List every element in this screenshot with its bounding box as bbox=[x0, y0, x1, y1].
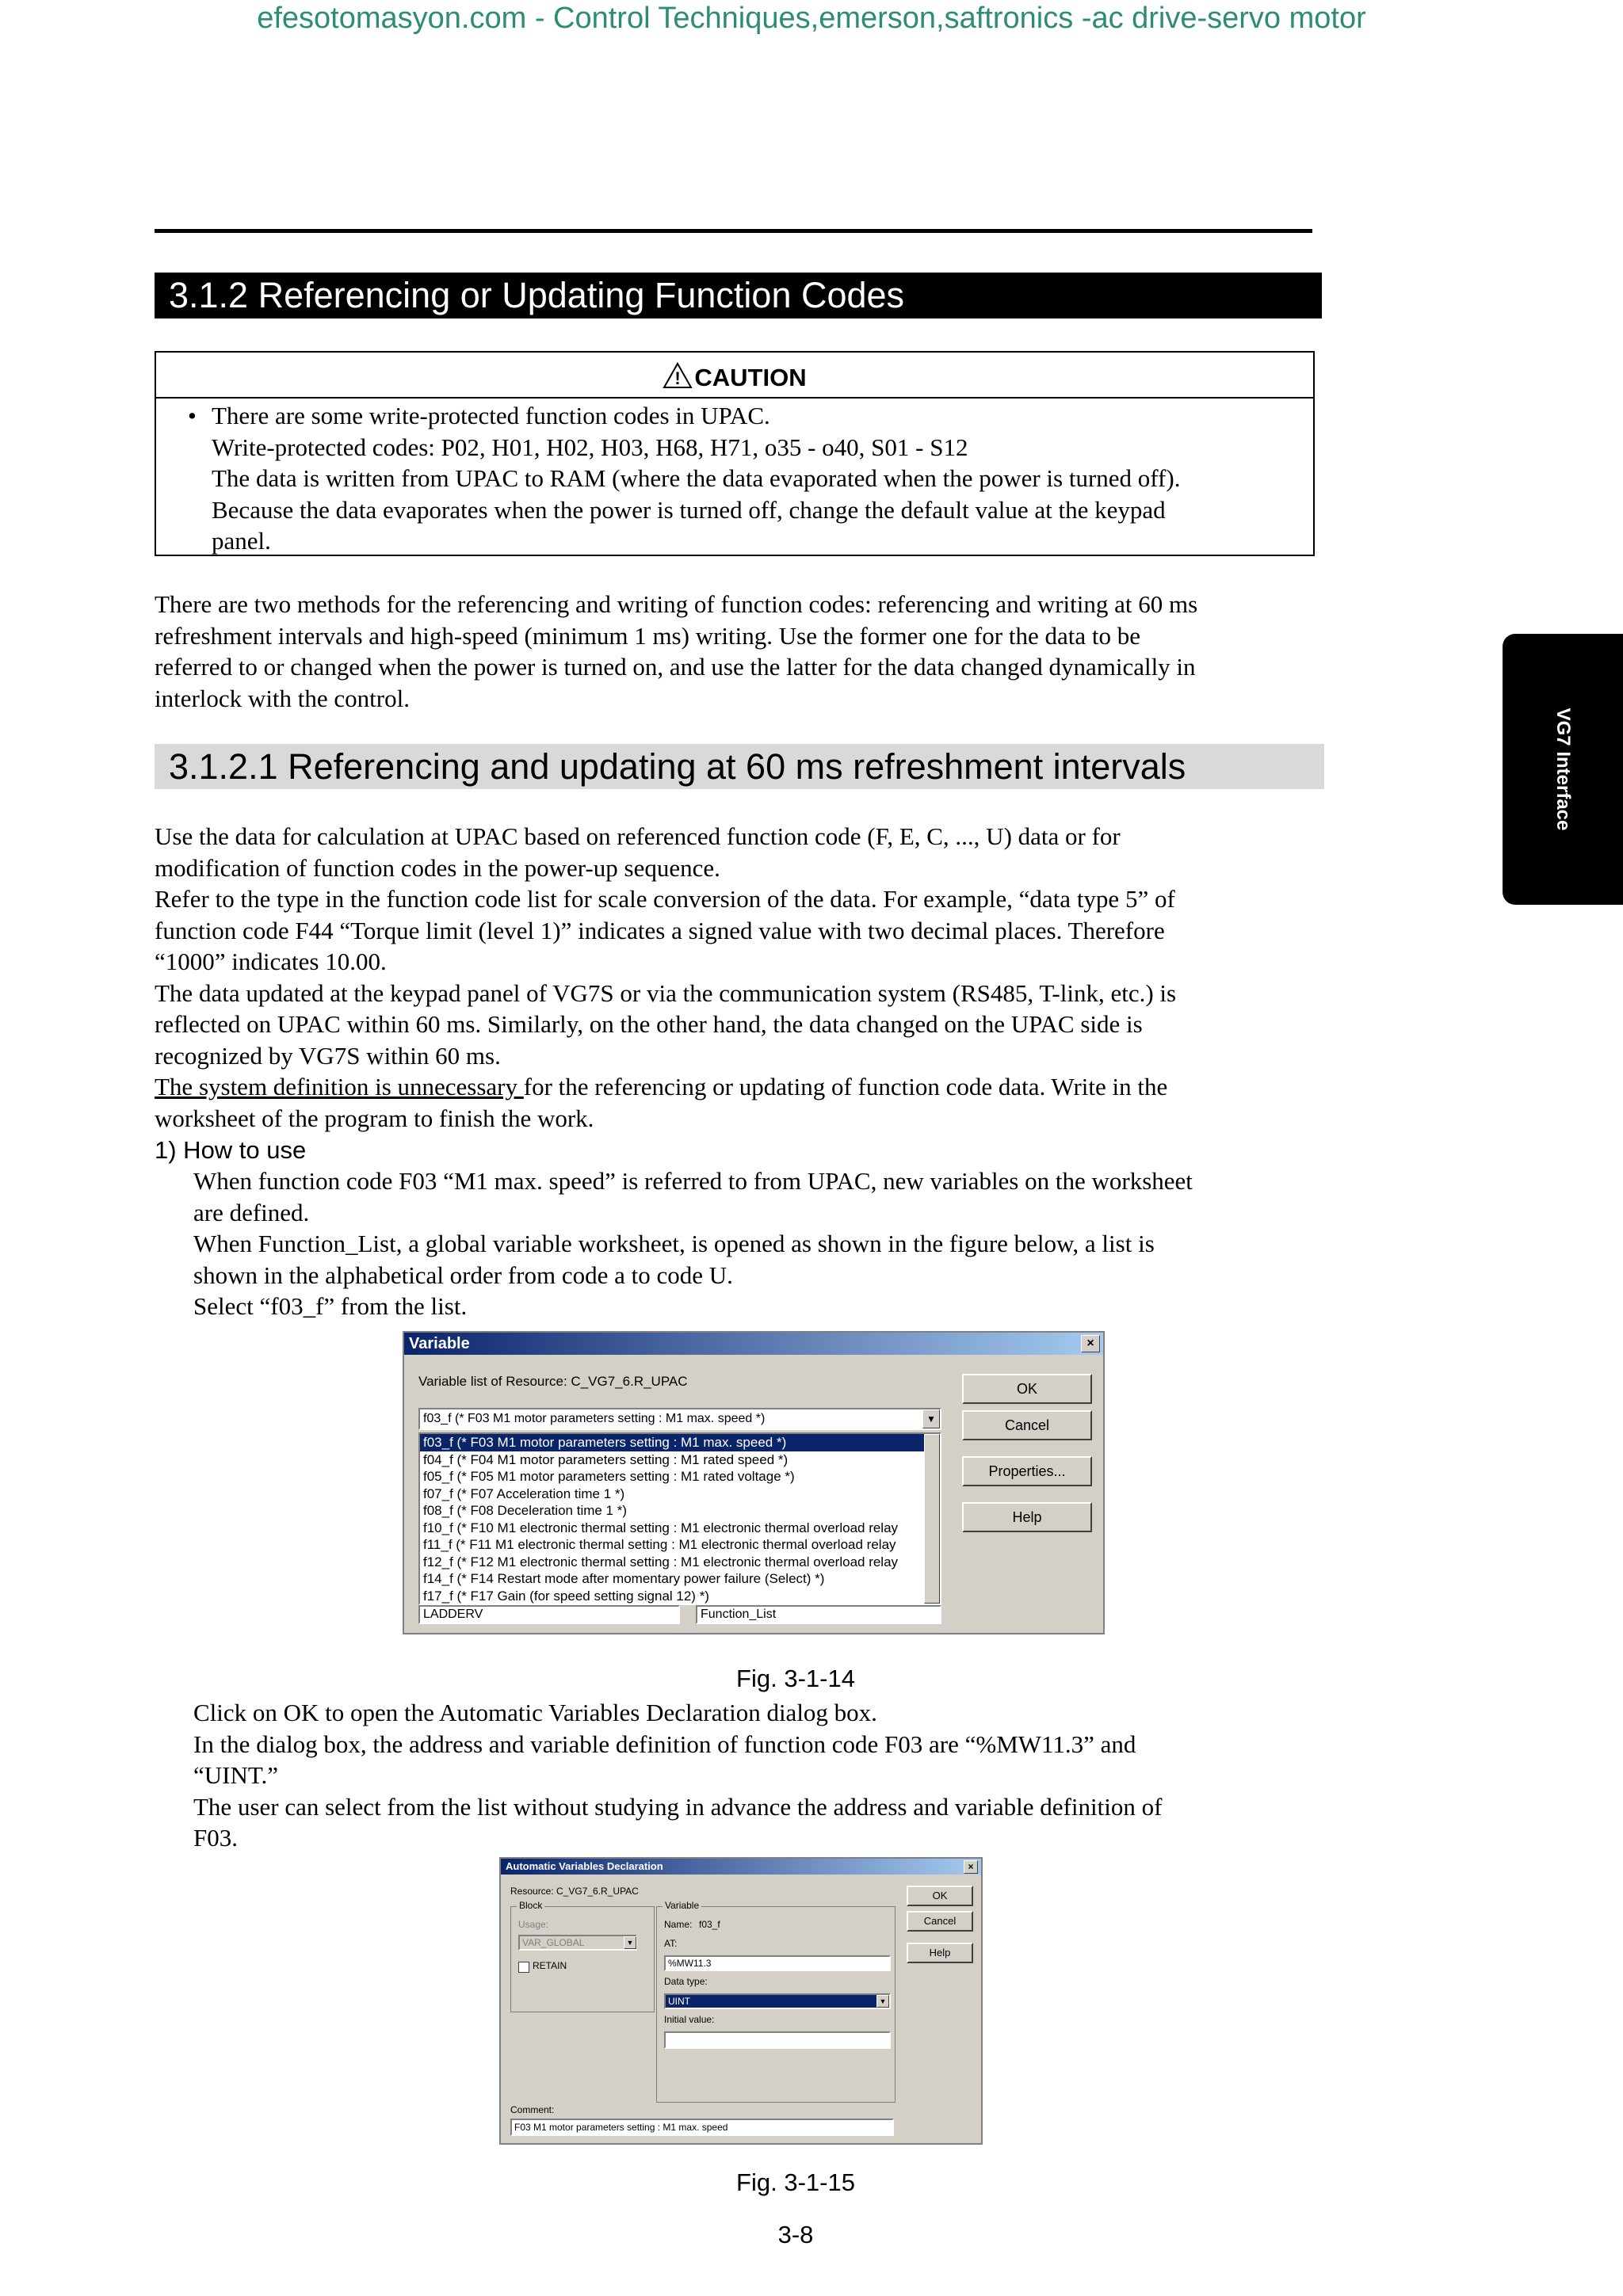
list-item[interactable]: f14_f (* F14 Restart mode after momentary power failure (Select) *) bbox=[423, 1571, 825, 1586]
how-to-paragraph bbox=[193, 1165, 1319, 1322]
caution-bullet: • bbox=[188, 402, 197, 429]
text-line: There are two methods for the referencing and writing of function codes: referencing and writing at 60 ms bbox=[155, 590, 1198, 618]
caution-line: Write-protected codes: P02, H01, H02, H03, H68, H71, o35 - o40, S01 - S12 bbox=[212, 433, 968, 461]
retain-label: RETAIN bbox=[533, 1960, 567, 1971]
list-item[interactable]: f07_f (* F07 Acceleration time 1 *) bbox=[423, 1486, 625, 1501]
variable-list-label: Variable list of Resource: C_VG7_6.R_UPAC bbox=[418, 1374, 688, 1389]
dialog-explanation-paragraph bbox=[193, 1697, 1319, 1854]
variable-combo[interactable]: f03_f (* F03 M1 motor parameters setting : M1 max. speed *) bbox=[418, 1408, 941, 1430]
cancel-button[interactable]: Cancel bbox=[907, 1911, 973, 1932]
caution-label: CAUTION bbox=[694, 364, 807, 391]
help-button[interactable]: Help bbox=[907, 1943, 973, 1963]
text-line: Refer to the type in the function code list for scale conversion of the data. For example, “data type 5” of bbox=[155, 885, 1175, 913]
retain-checkbox[interactable] bbox=[518, 1962, 529, 1973]
variable-list[interactable] bbox=[418, 1432, 941, 1605]
text-line: In the dialog box, the address and variable definition of function code F03 are “%MW11.3” and bbox=[193, 1730, 1136, 1758]
variable-dialog-screenshot bbox=[403, 1331, 1105, 1634]
cancel-button[interactable]: Cancel bbox=[962, 1410, 1092, 1440]
help-button[interactable]: Help bbox=[962, 1502, 1092, 1532]
page-number: 3-8 bbox=[777, 2221, 814, 2248]
text-line: The user can select from the list without studying in advance the address and variable definition of bbox=[193, 1792, 1163, 1821]
dialog-title-bar bbox=[501, 1859, 981, 1875]
bottom-right-combo[interactable]: Function_List bbox=[696, 1605, 941, 1624]
comment-label: Comment: bbox=[510, 2104, 555, 2115]
data-type-label: Data type: bbox=[664, 1976, 708, 1987]
subsection-title bbox=[155, 744, 1324, 789]
usage-select: VAR_GLOBAL bbox=[518, 1935, 637, 1951]
close-icon[interactable]: × bbox=[964, 1860, 978, 1874]
list-item[interactable]: f12_f (* F12 M1 electronic thermal setting : M1 electronic thermal overload relay bbox=[423, 1554, 899, 1569]
text-line: interlock with the control. bbox=[155, 684, 410, 712]
chevron-down-icon[interactable]: ▼ bbox=[876, 1995, 889, 2008]
list-item[interactable]: f04_f (* F04 M1 motor parameters setting : M1 rated speed *) bbox=[423, 1451, 789, 1467]
underlined-phrase: The system definition is unnecessary bbox=[155, 1073, 524, 1100]
text-line: Use the data for calculation at UPAC based on referenced function code (F, E, C, ..., U) data or for bbox=[155, 822, 1121, 850]
dialog-title: Automatic Variables Declaration bbox=[506, 1860, 663, 1872]
close-icon[interactable]: × bbox=[1081, 1335, 1100, 1352]
caution-line: The data is written from UPAC to RAM (where the data evaporated when the power is turned off). bbox=[212, 464, 1181, 492]
text-line: reflected on UPAC within 60 ms. Similarly, on the other hand, the data changed on the UPAC side is bbox=[155, 1010, 1143, 1038]
chevron-down-icon[interactable]: ▼ bbox=[922, 1409, 940, 1428]
figure-caption: Fig. 3-1-15 bbox=[736, 2168, 855, 2196]
text-line: are defined. bbox=[193, 1198, 310, 1226]
text-line: “UINT.” bbox=[193, 1761, 279, 1789]
text-line: F03. bbox=[193, 1824, 238, 1852]
list-item[interactable]: f10_f (* F10 M1 electronic thermal setting : M1 electronic thermal overload relay bbox=[423, 1520, 899, 1535]
list-item[interactable]: f03_f (* F03 M1 motor parameters setting : M1 max. speed *) bbox=[420, 1434, 940, 1451]
site-header-text: efesotomasyon.com - Control Techniques,emerson,saftronics -ac drive-servo motor bbox=[257, 2, 1366, 35]
text-line: worksheet of the program to finish the work. bbox=[155, 1104, 594, 1132]
text-line: recognized by VG7S within 60 ms. bbox=[155, 1041, 501, 1070]
text-line: “1000” indicates 10.00. bbox=[155, 948, 387, 975]
name-value: f03_f bbox=[699, 1919, 720, 1930]
how-to-use-heading: 1) How to use bbox=[155, 1136, 307, 1164]
block-group-label: Block bbox=[517, 1900, 544, 1911]
chapter-side-tab bbox=[1503, 634, 1623, 905]
list-item[interactable]: f05_f (* F05 M1 motor parameters setting : M1 rated voltage *) bbox=[423, 1469, 795, 1484]
caution-line: Because the data evaporates when the power is turned off, change the default value at the keypad bbox=[212, 495, 1166, 524]
section-title bbox=[155, 273, 1322, 318]
section-title-text: 3.1.2 Referencing or Updating Function Codes bbox=[169, 275, 905, 315]
caution-box bbox=[155, 351, 1315, 556]
caution-header bbox=[156, 353, 1313, 399]
list-scrollbar[interactable] bbox=[924, 1434, 940, 1604]
text-line bbox=[155, 1071, 1319, 1103]
top-rule bbox=[155, 229, 1312, 233]
text-line: The data updated at the keypad panel of VG7S or via the communication system (RS485, T-link, etc.) is bbox=[155, 978, 1177, 1007]
text-fragment: for the referencing or updating of function code data. Write in the bbox=[523, 1073, 1168, 1100]
text-line: modification of function codes in the power-up sequence. bbox=[155, 853, 720, 882]
list-item[interactable]: f17_f (* F17 Gain (for speed setting signal 12) *) bbox=[423, 1588, 709, 1604]
variable-group-label: Variable bbox=[663, 1900, 701, 1911]
body-paragraph bbox=[155, 821, 1319, 1134]
bottom-left-combo[interactable]: LADDERV bbox=[418, 1605, 680, 1624]
chevron-down-icon: ▼ bbox=[624, 1936, 636, 1949]
data-type-select[interactable]: UINT bbox=[664, 1993, 891, 2009]
ok-button[interactable]: OK bbox=[907, 1886, 973, 1906]
intro-paragraph bbox=[155, 589, 1319, 714]
text-line: refreshment intervals and high-speed (minimum 1 ms) writing. Use the former one for the data to be bbox=[155, 621, 1140, 650]
auto-variables-dialog-screenshot bbox=[499, 1857, 983, 2145]
ok-button[interactable]: OK bbox=[962, 1374, 1092, 1404]
text-line: When Function_List, a global variable worksheet, is opened as shown in the figure below, a list is bbox=[193, 1230, 1155, 1257]
list-item[interactable]: f11_f (* F11 M1 electronic thermal setting : M1 electronic thermal overload relay bbox=[423, 1537, 896, 1552]
dialog-title: Variable bbox=[409, 1335, 470, 1352]
at-label: AT: bbox=[664, 1938, 678, 1949]
name-label: Name: bbox=[664, 1919, 693, 1930]
properties-button[interactable]: Properties... bbox=[962, 1456, 1092, 1486]
caution-line: panel. bbox=[212, 527, 271, 555]
svg-text:!: ! bbox=[674, 368, 682, 388]
resource-label: Resource: C_VG7_6.R_UPAC bbox=[510, 1886, 639, 1897]
figure-caption: Fig. 3-1-14 bbox=[736, 1665, 855, 1692]
text-line: shown in the alphabetical order from code a to code U. bbox=[193, 1261, 733, 1289]
text-line: Click on OK to open the Automatic Variables Declaration dialog box. bbox=[193, 1699, 877, 1726]
comment-input[interactable]: F03 M1 motor parameters setting : M1 max. speed bbox=[510, 2119, 894, 2136]
dialog-title-bar bbox=[404, 1333, 1103, 1355]
text-line: Select “f03_f” from the list. bbox=[193, 1292, 468, 1320]
side-tab-label: VG7 Interface bbox=[1552, 707, 1574, 831]
caution-heading bbox=[156, 362, 1313, 392]
subsection-title-text: 3.1.2.1 Referencing and updating at 60 ms refreshment intervals bbox=[169, 746, 1186, 787]
initial-value-input[interactable] bbox=[664, 2031, 891, 2049]
at-input[interactable]: %MW11.3 bbox=[664, 1955, 891, 1971]
text-line: When function code F03 “M1 max. speed” is referred to from UPAC, new variables on the worksheet bbox=[193, 1167, 1193, 1195]
caution-line: There are some write-protected function codes in UPAC. bbox=[212, 402, 770, 429]
initial-value-label: Initial value: bbox=[664, 2014, 715, 2025]
warning-triangle-icon bbox=[663, 362, 693, 389]
text-line: referred to or changed when the power is turned on, and use the latter for the data changed dynamically in bbox=[155, 653, 1196, 681]
usage-label: Usage: bbox=[518, 1919, 549, 1930]
caution-body bbox=[188, 400, 1297, 557]
list-item[interactable]: f08_f (* F08 Deceleration time 1 *) bbox=[423, 1503, 628, 1518]
text-line: function code F44 “Torque limit (level 1)” indicates a signed value with two decimal places. Therefore bbox=[155, 916, 1165, 944]
